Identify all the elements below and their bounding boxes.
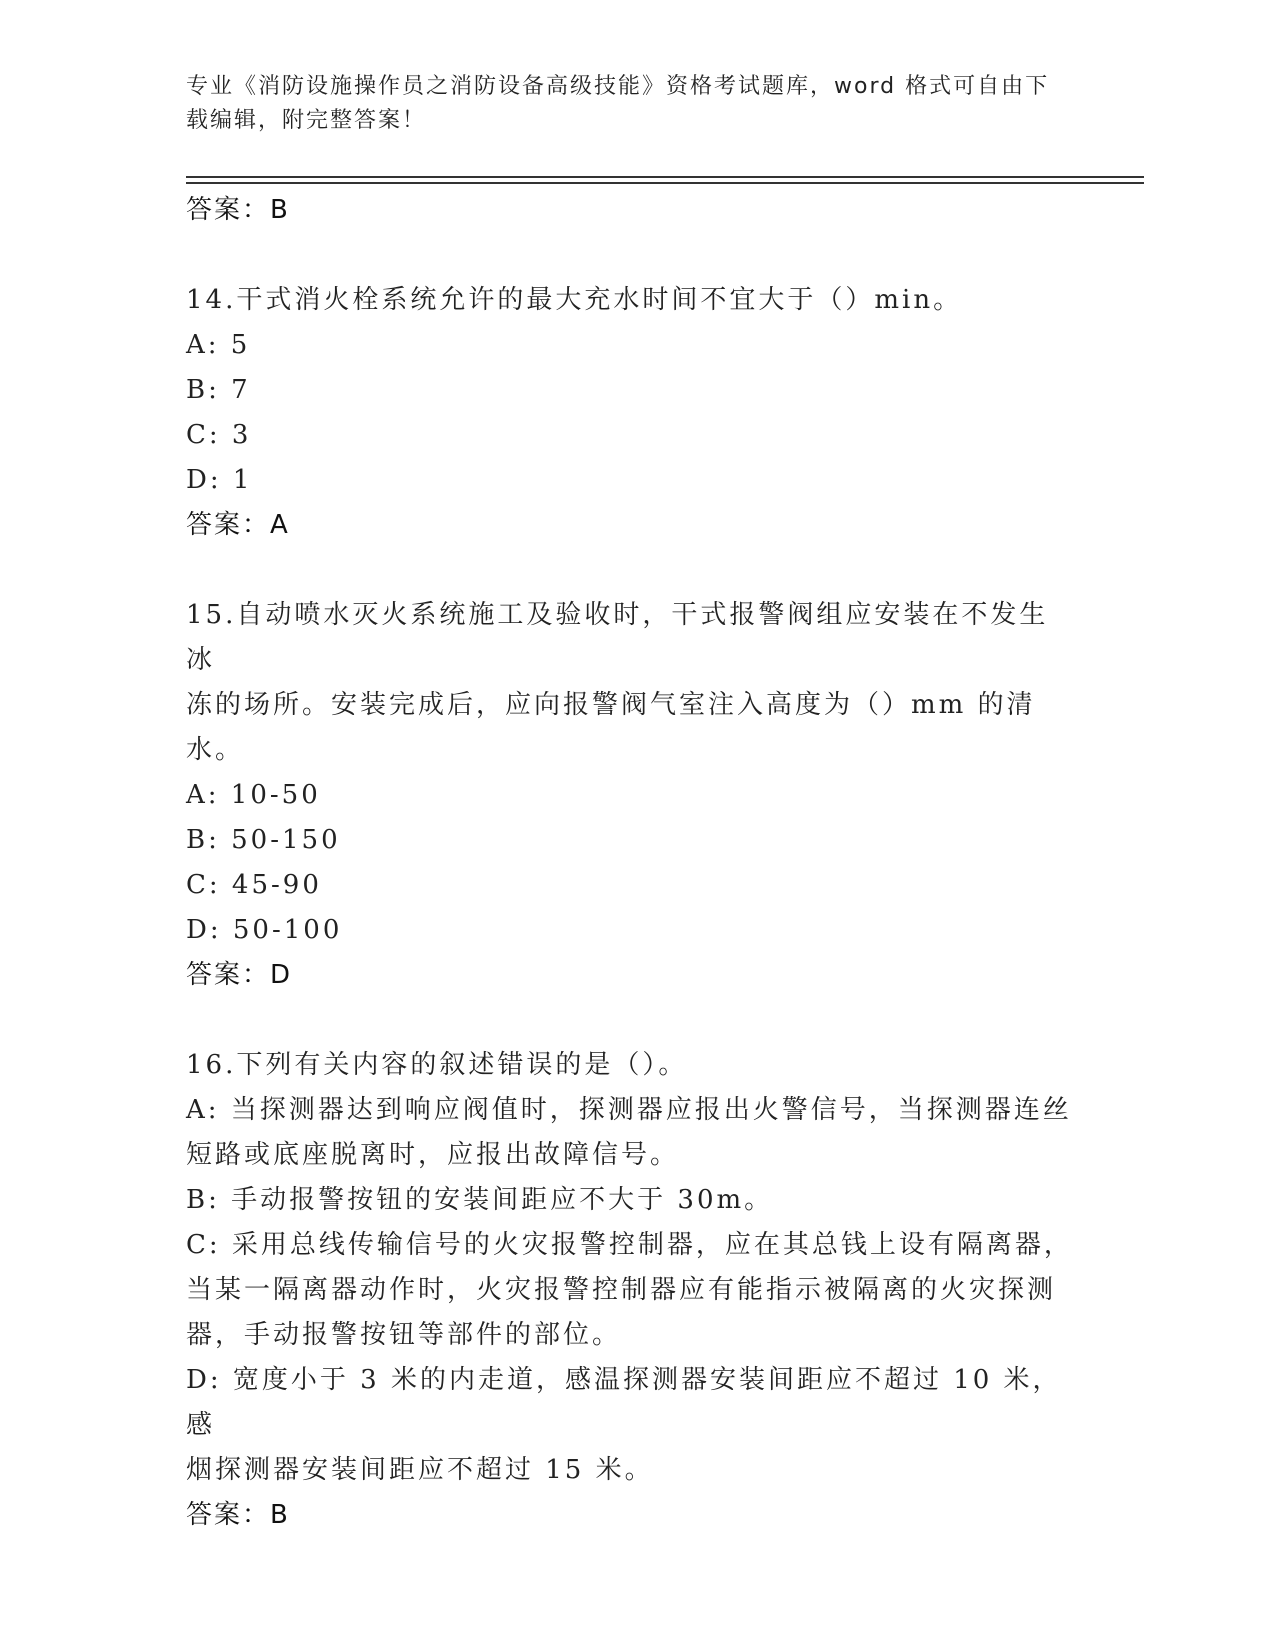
spacer	[186, 548, 1076, 593]
header-line-1: 专业《消防设施操作员之消防设备高级技能》资格考试题库，word 格式可自由下	[186, 74, 1050, 99]
option-b: B: 7	[186, 375, 251, 405]
option-d: D: 50-100	[186, 915, 343, 945]
option-a-line-1: A: 当探测器达到响应阀值时，探测器应报出火警信号，当探测器连丝	[186, 1095, 1072, 1125]
answer-line: 答案：B	[186, 1500, 290, 1530]
option-c-line-3: 器，手动报警按钮等部件的部位。	[186, 1320, 622, 1350]
option-a-line-2: 短路或底座脱离时，应报出故障信号。	[186, 1140, 680, 1170]
question-16	[186, 1043, 1076, 1538]
option-a: A: 10-50	[186, 780, 321, 810]
option-a: A: 5	[186, 330, 251, 360]
option-c-line-2: 当某一隔离器动作时，火灾报警控制器应有能指示被隔离的火灾探测	[186, 1275, 1057, 1305]
option-c: C: 45-90	[186, 870, 322, 900]
option-d: D: 1	[186, 465, 253, 495]
answer-line: 答案：A	[186, 510, 290, 540]
option-c-line-1: C: 采用总线传输信号的火灾报警控制器，应在其总钱上设有隔离器，	[186, 1230, 1073, 1260]
option-c: C: 3	[186, 420, 252, 450]
spacer	[186, 998, 1076, 1043]
document-header	[186, 70, 1066, 138]
question-stem: 16.下列有关内容的叙述错误的是（）。	[186, 1050, 688, 1080]
option-b: B: 50-150	[186, 825, 341, 855]
header-divider-top	[186, 176, 1144, 178]
answer-line: 答案：D	[186, 960, 293, 990]
previous-answer: 答案：B	[186, 195, 290, 225]
question-stem-line-1: 15.自动喷水灭火系统施工及验收时，干式报警阀组应安装在不发生冰	[186, 600, 1049, 675]
option-b-line-1: B: 手动报警按钮的安装间距应不大于 30m。	[186, 1185, 774, 1215]
header-line-2: 载编辑，附完整答案！	[186, 108, 427, 133]
question-14	[186, 278, 1076, 548]
option-d-line-1: D: 宽度小于 3 米的内走道，感温探测器安装间距应不超过 10 米，感	[186, 1365, 1062, 1440]
header-divider-bottom	[186, 182, 1144, 184]
spacer	[186, 233, 1076, 278]
question-stem: 14.干式消火栓系统允许的最大充水时间不宜大于（）min。	[186, 285, 963, 315]
option-d-line-2: 烟探测器安装间距应不超过 15 米。	[186, 1455, 654, 1485]
question-list	[186, 188, 1076, 1538]
question-15	[186, 593, 1076, 998]
question-stem-line-2: 冻的场所。安装完成后，应向报警阀气室注入高度为（）mm 的清水。	[186, 690, 1036, 765]
